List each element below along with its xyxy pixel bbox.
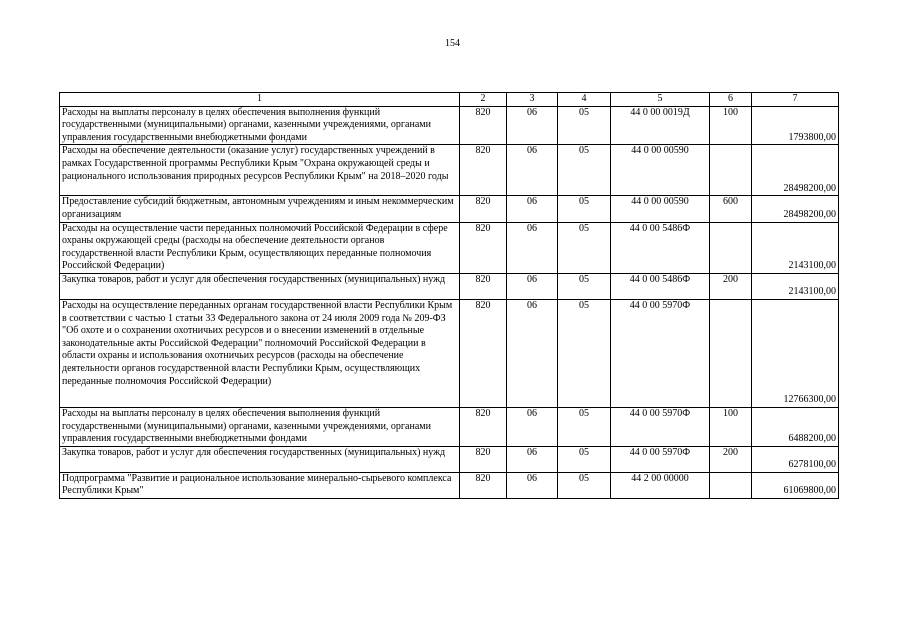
row-col3: 06: [507, 196, 558, 222]
row-amount: 2143100,00: [752, 222, 839, 273]
row-name: Расходы на осуществление части переданных полномочий Российской Федерации в сфере охраны окружающей среды (расходы на обеспечение деятельности органов государственной власти Республики Крым, осуществляющих переданные полномочия Российской Федерации): [60, 222, 460, 273]
table-row: [60, 446, 839, 472]
row-col6: [710, 299, 752, 407]
row-col5: 44 0 00 5970Ф: [611, 299, 710, 407]
row-col5: 44 0 00 5486Ф: [611, 273, 710, 299]
header-cell-3: 3: [507, 93, 558, 107]
table-row: [60, 196, 839, 222]
header-cell-6: 6: [710, 93, 752, 107]
table-row: [60, 273, 839, 299]
header-cell-2: 2: [460, 93, 507, 107]
row-col3: 06: [507, 273, 558, 299]
row-col2: 820: [460, 446, 507, 472]
row-col6: 200: [710, 273, 752, 299]
row-col5: 44 0 00 0019Д: [611, 106, 710, 145]
row-col2: 820: [460, 106, 507, 145]
row-col5: 44 0 00 5486Ф: [611, 222, 710, 273]
row-col4: 05: [558, 196, 611, 222]
table-row: [60, 222, 839, 273]
page-number: 154: [445, 38, 460, 49]
row-col5: 44 0 00 00590: [611, 196, 710, 222]
row-col5: 44 2 00 00000: [611, 472, 710, 498]
row-col3: 06: [507, 299, 558, 407]
row-col3: 06: [507, 472, 558, 498]
row-col2: 820: [460, 407, 507, 446]
row-col2: 820: [460, 472, 507, 498]
row-name: Расходы на осуществление переданных органам государственной власти Республики Крым в соответствии с частью 1 статьи 33 Федерального закона от 24 июля 2009 года № 209-ФЗ "Об охоте и о сохранении охотничьих ресурсов и о внесении изменений в отдельные законодательные акты Российской Федерации" полномочий Российской Федерации в области охраны и использования охотничьих ресурсов (расходы на обеспечение деятельности органов государственной власти Республики Крым, осуществляющих переданные полномочия Российской Федерации): [60, 299, 460, 407]
row-col6: 600: [710, 196, 752, 222]
row-col4: 05: [558, 446, 611, 472]
row-col5: 44 0 00 5970Ф: [611, 446, 710, 472]
row-col6: [710, 145, 752, 196]
header-cell-5: 5: [611, 93, 710, 107]
row-col4: 05: [558, 222, 611, 273]
table-row: [60, 472, 839, 498]
row-col4: 05: [558, 407, 611, 446]
row-col2: 820: [460, 273, 507, 299]
row-amount: 1793800,00: [752, 106, 839, 145]
row-name: Расходы на выплаты персоналу в целях обеспечения выполнения функций государственными (муниципальными) органами, казенными учреждениями, органами управления государственными внебюджетными фондами: [60, 106, 460, 145]
row-name: Закупка товаров, работ и услуг для обеспечения государственных (муниципальных) нужд: [60, 273, 460, 299]
row-amount: 28498200,00: [752, 145, 839, 196]
row-col2: 820: [460, 196, 507, 222]
table-row: [60, 106, 839, 145]
row-col6: 100: [710, 106, 752, 145]
row-col2: 820: [460, 222, 507, 273]
row-col4: 05: [558, 299, 611, 407]
row-amount: 28498200,00: [752, 196, 839, 222]
row-name: Закупка товаров, работ и услуг для обеспечения государственных (муниципальных) нужд: [60, 446, 460, 472]
row-amount: 2143100,00: [752, 273, 839, 299]
row-col6: [710, 222, 752, 273]
row-amount: 6278100,00: [752, 446, 839, 472]
row-col6: 200: [710, 446, 752, 472]
row-col2: 820: [460, 145, 507, 196]
budget-table: [59, 92, 839, 499]
row-col4: 05: [558, 145, 611, 196]
header-cell-1: 1: [60, 93, 460, 107]
row-col4: 05: [558, 106, 611, 145]
row-amount: 6488200,00: [752, 407, 839, 446]
row-col6: 100: [710, 407, 752, 446]
row-col3: 06: [507, 407, 558, 446]
row-col4: 05: [558, 472, 611, 498]
row-col3: 06: [507, 145, 558, 196]
row-col2: 820: [460, 299, 507, 407]
row-amount: 12766300,00: [752, 299, 839, 407]
table-header-row: [60, 93, 839, 107]
row-name: Подпрограмма "Развитие и рациональное использование минерально-сырьевого комплекса Республики Крым": [60, 472, 460, 498]
header-cell-7: 7: [752, 93, 839, 107]
row-col3: 06: [507, 106, 558, 145]
row-name: Предоставление субсидий бюджетным, автономным учреждениям и иным некоммерческим организациям: [60, 196, 460, 222]
table-row: [60, 145, 839, 196]
header-cell-4: 4: [558, 93, 611, 107]
row-name: Расходы на обеспечение деятельности (оказание услуг) государственных учреждений в рамках Государственной программы Республики Крым "Охрана окружающей среды и рационального использования природных ресурсов Республики Крым" на 2018–2020 годы: [60, 145, 460, 196]
row-col6: [710, 472, 752, 498]
row-col3: 06: [507, 222, 558, 273]
row-amount: 61069800,00: [752, 472, 839, 498]
row-col4: 05: [558, 273, 611, 299]
table-row: [60, 299, 839, 407]
row-col3: 06: [507, 446, 558, 472]
row-col5: 44 0 00 5970Ф: [611, 407, 710, 446]
row-name: Расходы на выплаты персоналу в целях обеспечения выполнения функций государственными (муниципальными) органами, казенными учреждениями, органами управления государственными внебюджетными фондами: [60, 407, 460, 446]
table-row: [60, 407, 839, 446]
row-col5: 44 0 00 00590: [611, 145, 710, 196]
